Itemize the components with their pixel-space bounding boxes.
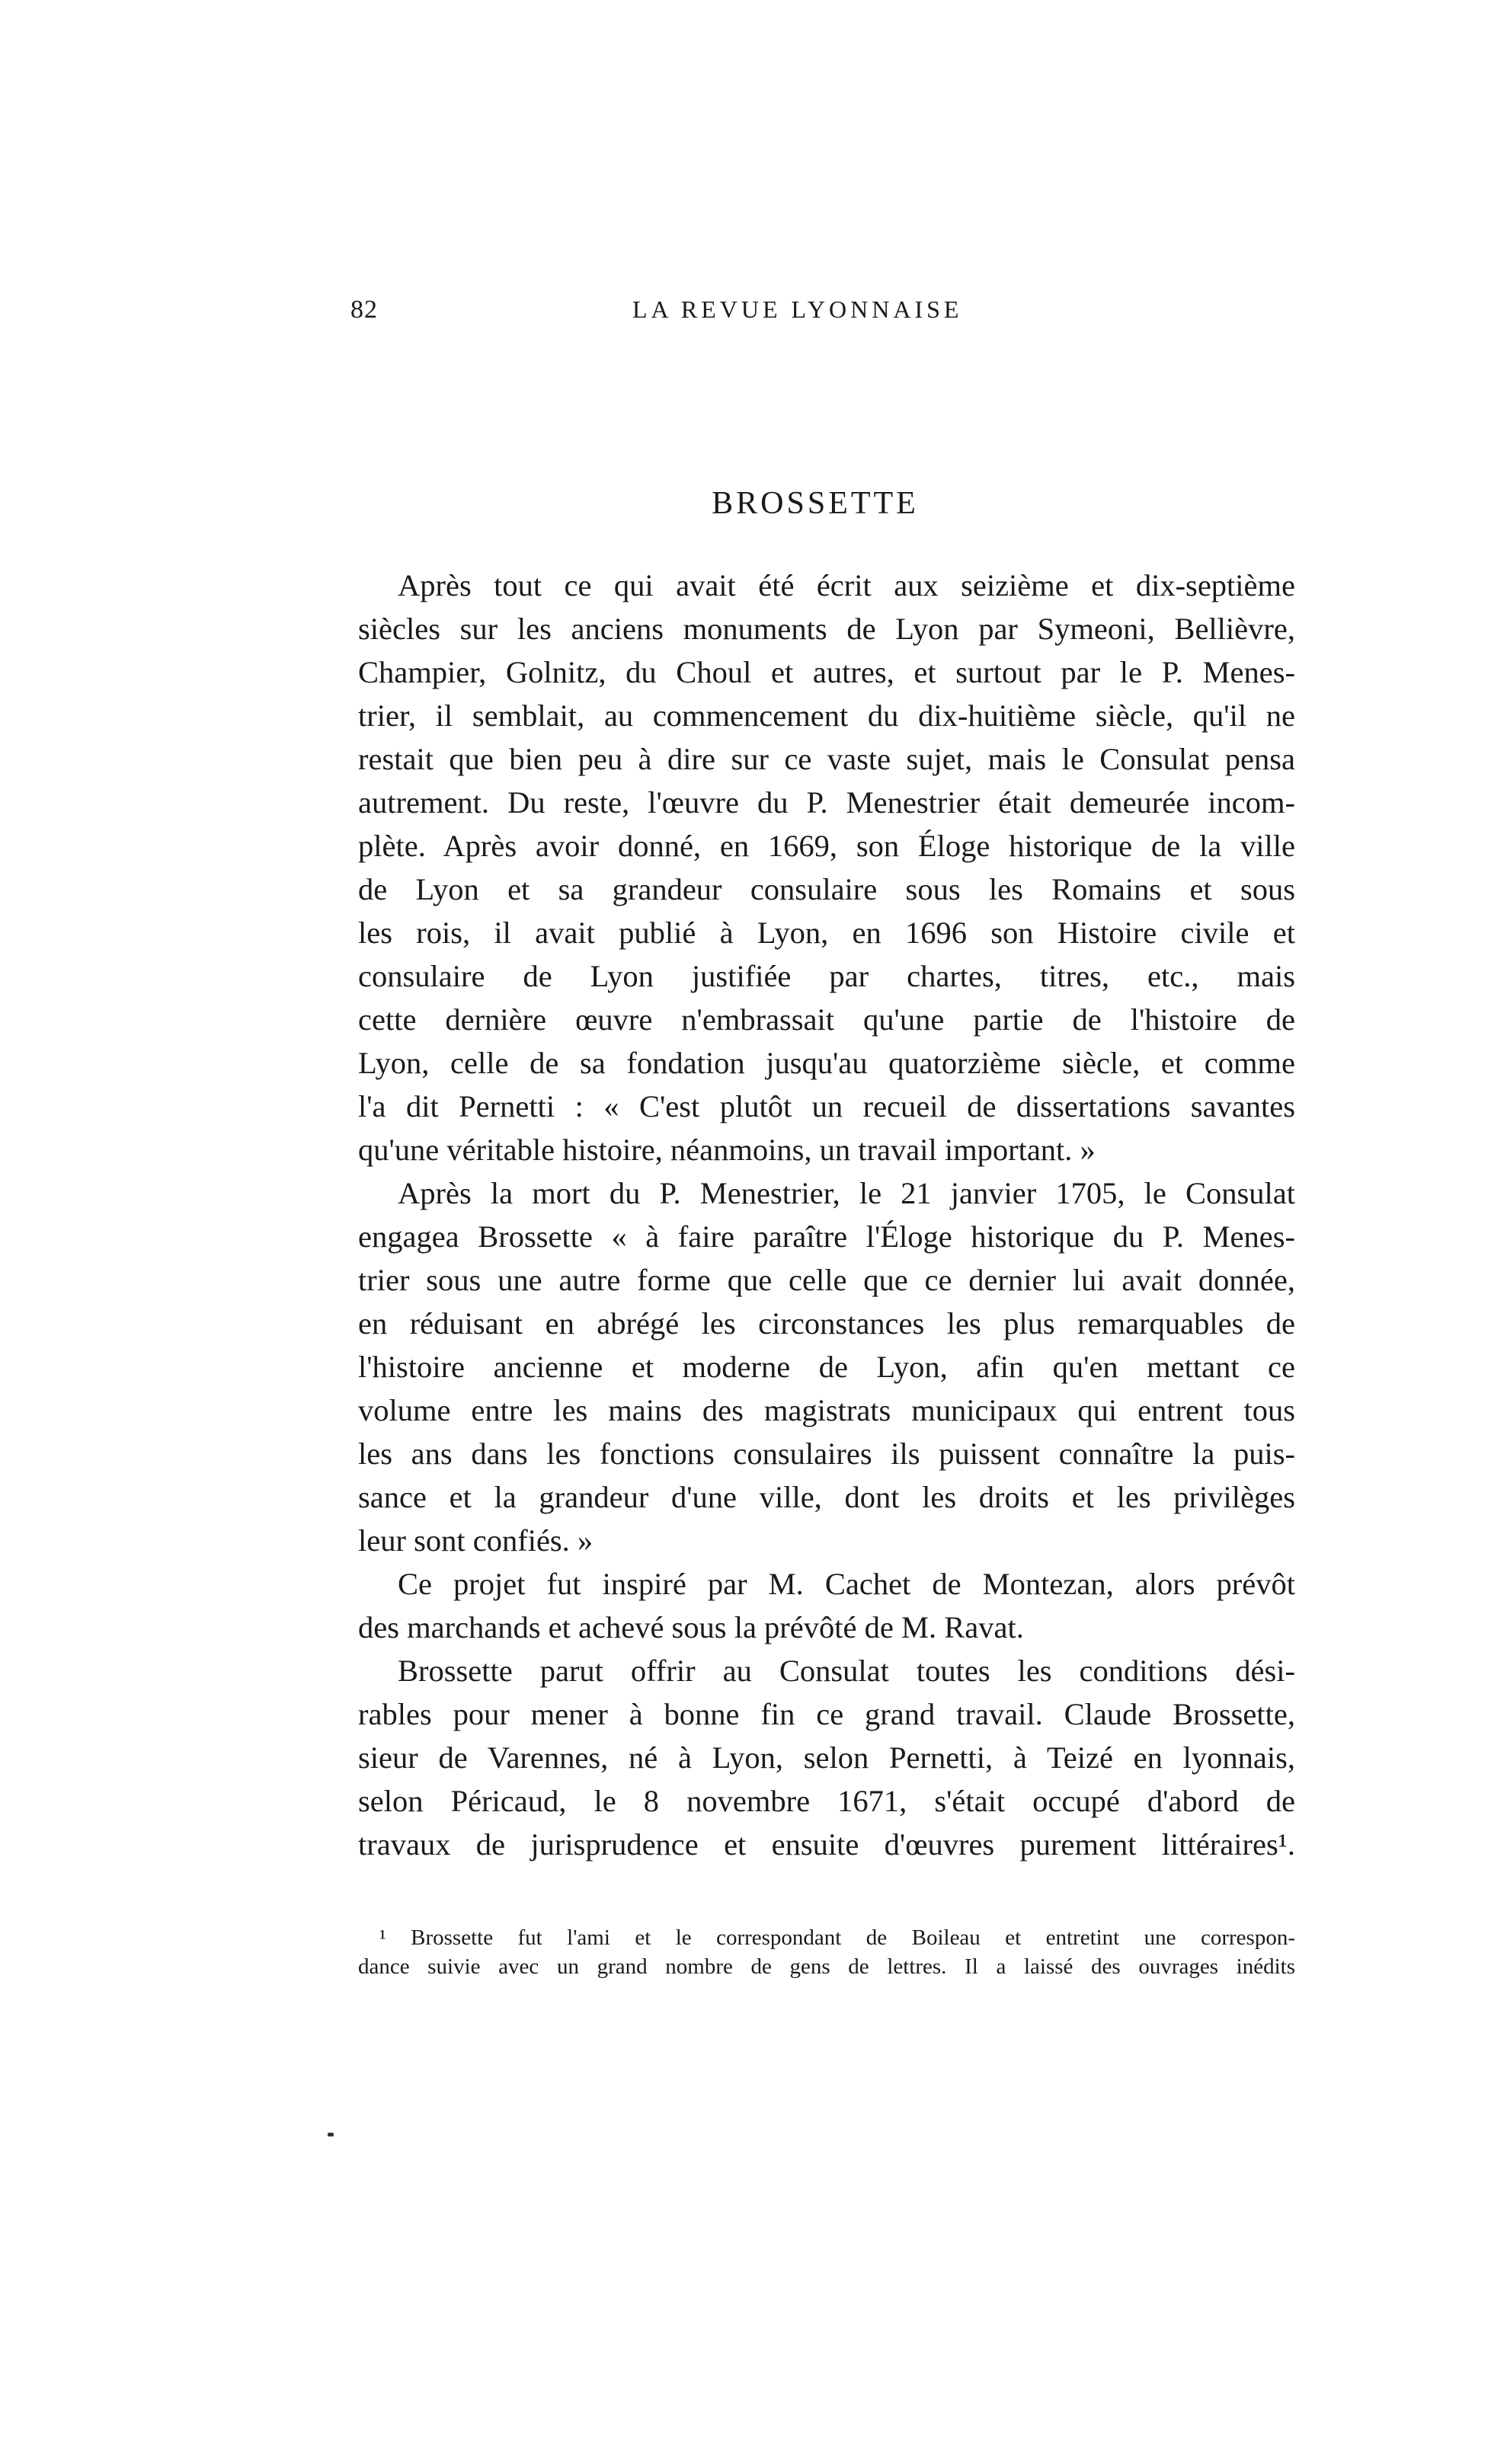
text-line: les ans dans les fonctions consulaires ils puissent connaître la puis-	[358, 1437, 1295, 1471]
text-line: siècles sur les anciens monuments de Lyon par Symeoni, Bellièvre,	[358, 612, 1295, 646]
text-line: volume entre les mains des magistrats municipaux qui entrent tous	[358, 1393, 1295, 1427]
article-title: BROSSETTE	[712, 486, 919, 521]
text-line: en réduisant en abrégé les circonstances les plus remarquables de	[358, 1306, 1295, 1341]
text-line: selon Péricaud, le 8 novembre 1671, s'était occupé d'abord de	[358, 1784, 1295, 1818]
text-line: Champier, Golnitz, du Choul et autres, et surtout par le P. Menes-	[358, 655, 1295, 689]
text-line: sance et la grandeur d'une ville, dont les droits et les privilèges	[358, 1480, 1295, 1514]
running-head	[350, 296, 1281, 334]
ink-speck	[328, 2133, 334, 2136]
footnote-line: ¹ Brossette fut l'ami et le correspondant de Boileau et entretint une correspon-	[379, 1925, 1295, 1950]
text-line: qu'une véritable histoire, néanmoins, un travail important. »	[358, 1133, 1096, 1167]
text-line: trier, il semblait, au commencement du dix-huitième siècle, qu'il ne	[358, 698, 1295, 733]
text-line: cette dernière œuvre n'embrassait qu'une partie de l'histoire de	[358, 1002, 1295, 1037]
text-line: Brossette parut offrir au Consulat toutes les conditions dési-	[398, 1654, 1295, 1688]
text-line: consulaire de Lyon justifiée par chartes, titres, etc., mais	[358, 959, 1295, 993]
text-line: l'histoire ancienne et moderne de Lyon, afin qu'en mettant ce	[358, 1350, 1295, 1384]
article-body	[358, 564, 1295, 1866]
text-line: engagea Brossette « à faire paraître l'Éloge historique du P. Menes-	[358, 1219, 1295, 1254]
text-line: l'a dit Pernetti : « C'est plutôt un recueil de dissertations savantes	[358, 1089, 1295, 1123]
text-line: plète. Après avoir donné, en 1669, son Éloge historique de la ville	[358, 829, 1295, 863]
text-line: autrement. Du reste, l'œuvre du P. Menestrier était demeurée incom-	[358, 785, 1295, 820]
text-line: Lyon, celle de sa fondation jusqu'au quatorzième siècle, et comme	[358, 1046, 1295, 1080]
page-number: 82	[350, 296, 378, 324]
text-line: Après tout ce qui avait été écrit aux seizième et dix-septième	[398, 568, 1295, 602]
text-line: les rois, il avait publié à Lyon, en 1696 son Histoire civile et	[358, 916, 1295, 950]
journal-title: LA REVUE LYONNAISE	[632, 296, 963, 323]
text-line: Ce projet fut inspiré par M. Cachet de Montezan, alors prévôt	[398, 1567, 1295, 1601]
footnote-line: dance suivie avec un grand nombre de gens de lettres. Il a laissé des ouvrages inédits	[358, 1954, 1295, 1979]
text-line: travaux de jurisprudence et ensuite d'œuvres purement littéraires¹.	[358, 1827, 1295, 1862]
text-line: sieur de Varennes, né à Lyon, selon Pernetti, à Teizé en lyonnais,	[358, 1740, 1295, 1775]
text-line: leur sont confiés. »	[358, 1523, 594, 1558]
text-line: de Lyon et sa grandeur consulaire sous les Romains et sous	[358, 872, 1295, 906]
text-line: rables pour mener à bonne fin ce grand travail. Claude Brossette,	[358, 1697, 1295, 1731]
text-line: Après la mort du P. Menestrier, le 21 janvier 1705, le Consulat	[398, 1176, 1295, 1210]
text-line: restait que bien peu à dire sur ce vaste sujet, mais le Consulat pensa	[358, 742, 1295, 776]
text-line: trier sous une autre forme que celle que ce dernier lui avait donnée,	[358, 1263, 1295, 1297]
text-line: des marchands et achevé sous la prévôté de M. Ravat.	[358, 1610, 1024, 1644]
footnotes	[358, 1923, 1295, 1981]
